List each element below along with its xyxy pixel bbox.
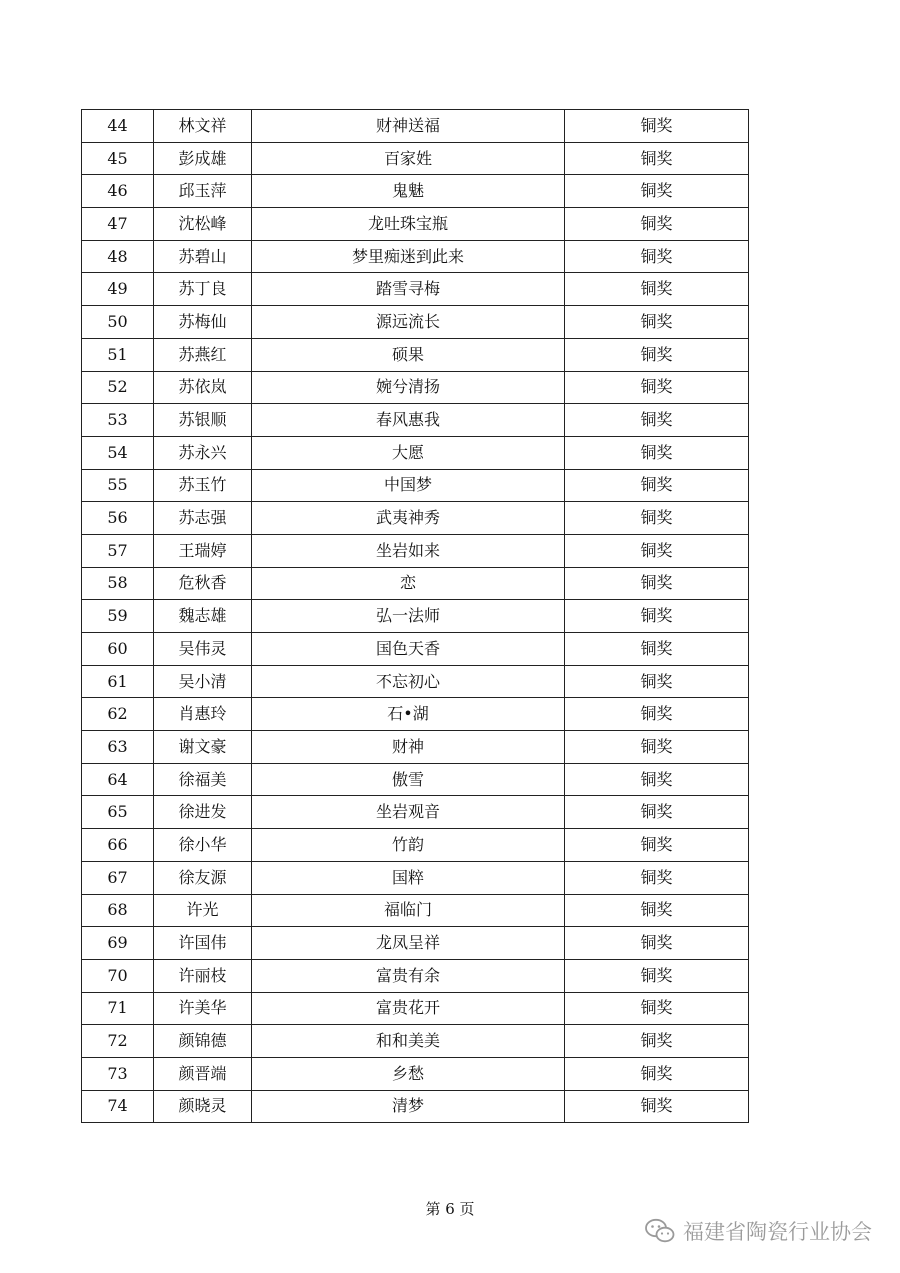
- table-row: [82, 306, 749, 339]
- table-row: [82, 698, 749, 731]
- award-cell: 铜奖: [565, 567, 749, 600]
- row-number-cell: 72: [82, 1025, 154, 1058]
- table-row: [82, 992, 749, 1025]
- row-number-cell: 51: [82, 338, 154, 371]
- name-cell: 苏永兴: [154, 436, 252, 469]
- table-row: [82, 273, 749, 306]
- name-cell: 颜锦德: [154, 1025, 252, 1058]
- row-number-cell: 66: [82, 829, 154, 862]
- table-row: [82, 927, 749, 960]
- name-cell: 徐福美: [154, 763, 252, 796]
- table-row: [82, 894, 749, 927]
- award-cell: 铜奖: [565, 404, 749, 437]
- award-cell: 铜奖: [565, 665, 749, 698]
- work-title-cell: 鬼魅: [252, 175, 565, 208]
- work-title-cell: 恋: [252, 567, 565, 600]
- work-title-cell: 硕果: [252, 338, 565, 371]
- award-cell: 铜奖: [565, 698, 749, 731]
- name-cell: 苏玉竹: [154, 469, 252, 502]
- table-row: [82, 796, 749, 829]
- award-cell: 铜奖: [565, 534, 749, 567]
- row-number-cell: 50: [82, 306, 154, 339]
- row-number-cell: 69: [82, 927, 154, 960]
- name-cell: 邱玉萍: [154, 175, 252, 208]
- work-title-cell: 弘一法师: [252, 600, 565, 633]
- work-title-cell: 财神: [252, 731, 565, 764]
- row-number-cell: 46: [82, 175, 154, 208]
- award-cell: 铜奖: [565, 142, 749, 175]
- table-row: [82, 240, 749, 273]
- work-title-cell: 国色天香: [252, 633, 565, 666]
- table-row: [82, 469, 749, 502]
- award-cell: 铜奖: [565, 502, 749, 535]
- work-title-cell: 财神送福: [252, 110, 565, 143]
- row-number-cell: 71: [82, 992, 154, 1025]
- row-number-cell: 64: [82, 763, 154, 796]
- award-cell: 铜奖: [565, 1057, 749, 1090]
- name-cell: 徐小华: [154, 829, 252, 862]
- row-number-cell: 44: [82, 110, 154, 143]
- work-title-cell: 坐岩观音: [252, 796, 565, 829]
- name-cell: 许国伟: [154, 927, 252, 960]
- work-title-cell: 国粹: [252, 861, 565, 894]
- table-row: [82, 1057, 749, 1090]
- row-number-cell: 67: [82, 861, 154, 894]
- work-title-cell: 龙凤呈祥: [252, 927, 565, 960]
- table-row: [82, 959, 749, 992]
- name-cell: 林文祥: [154, 110, 252, 143]
- name-cell: 彭成雄: [154, 142, 252, 175]
- award-cell: 铜奖: [565, 273, 749, 306]
- work-title-cell: 梦里痴迷到此来: [252, 240, 565, 273]
- award-cell: 铜奖: [565, 731, 749, 764]
- row-number-cell: 56: [82, 502, 154, 535]
- name-cell: 许美华: [154, 992, 252, 1025]
- work-title-cell: 中国梦: [252, 469, 565, 502]
- work-title-cell: 百家姓: [252, 142, 565, 175]
- work-title-cell: 和和美美: [252, 1025, 565, 1058]
- row-number-cell: 62: [82, 698, 154, 731]
- page-number: 第 6 页: [425, 1200, 475, 1218]
- row-number-cell: 73: [82, 1057, 154, 1090]
- work-title-cell: 傲雪: [252, 763, 565, 796]
- name-cell: 徐进发: [154, 796, 252, 829]
- work-title-cell: 富贵花开: [252, 992, 565, 1025]
- table-row: [82, 175, 749, 208]
- work-title-cell: 武夷神秀: [252, 502, 565, 535]
- table-row: [82, 338, 749, 371]
- name-cell: 谢文豪: [154, 731, 252, 764]
- row-number-cell: 61: [82, 665, 154, 698]
- table-row: [82, 600, 749, 633]
- row-number-cell: 57: [82, 534, 154, 567]
- work-title-cell: 婉兮清扬: [252, 371, 565, 404]
- row-number-cell: 45: [82, 142, 154, 175]
- award-cell: 铜奖: [565, 175, 749, 208]
- table-row: [82, 208, 749, 241]
- award-cell: 铜奖: [565, 861, 749, 894]
- award-cell: 铜奖: [565, 600, 749, 633]
- work-title-cell: 坐岩如来: [252, 534, 565, 567]
- row-number-cell: 59: [82, 600, 154, 633]
- watermark-text: 福建省陶瓷行业协会: [683, 1220, 872, 1244]
- name-cell: 苏丁良: [154, 273, 252, 306]
- row-number-cell: 47: [82, 208, 154, 241]
- row-number-cell: 60: [82, 633, 154, 666]
- name-cell: 苏志强: [154, 502, 252, 535]
- row-number-cell: 65: [82, 796, 154, 829]
- name-cell: 吴伟灵: [154, 633, 252, 666]
- award-cell: 铜奖: [565, 763, 749, 796]
- table-row: [82, 665, 749, 698]
- row-number-cell: 70: [82, 959, 154, 992]
- award-table-body: [82, 110, 749, 1123]
- table-row: [82, 1090, 749, 1123]
- name-cell: 苏银顺: [154, 404, 252, 437]
- table-row: [82, 731, 749, 764]
- row-number-cell: 48: [82, 240, 154, 273]
- table-row: [82, 861, 749, 894]
- name-cell: 沈松峰: [154, 208, 252, 241]
- name-cell: 许光: [154, 894, 252, 927]
- award-cell: 铜奖: [565, 633, 749, 666]
- award-cell: 铜奖: [565, 338, 749, 371]
- row-number-cell: 58: [82, 567, 154, 600]
- row-number-cell: 54: [82, 436, 154, 469]
- work-title-cell: 春风惠我: [252, 404, 565, 437]
- award-cell: 铜奖: [565, 927, 749, 960]
- table-row: [82, 1025, 749, 1058]
- work-title-cell: 踏雪寻梅: [252, 273, 565, 306]
- name-cell: 吴小清: [154, 665, 252, 698]
- table-row: [82, 763, 749, 796]
- work-title-cell: 石•湖: [252, 698, 565, 731]
- table-row: [82, 633, 749, 666]
- award-cell: 铜奖: [565, 992, 749, 1025]
- row-number-cell: 68: [82, 894, 154, 927]
- award-cell: 铜奖: [565, 469, 749, 502]
- award-cell: 铜奖: [565, 240, 749, 273]
- table-row: [82, 567, 749, 600]
- name-cell: 魏志雄: [154, 600, 252, 633]
- award-cell: 铜奖: [565, 959, 749, 992]
- name-cell: 苏碧山: [154, 240, 252, 273]
- work-title-cell: 清梦: [252, 1090, 565, 1123]
- watermark: [645, 1216, 872, 1246]
- table-row: [82, 436, 749, 469]
- name-cell: 苏梅仙: [154, 306, 252, 339]
- work-title-cell: 乡愁: [252, 1057, 565, 1090]
- table-row: [82, 142, 749, 175]
- name-cell: 王瑞婷: [154, 534, 252, 567]
- name-cell: 颜晓灵: [154, 1090, 252, 1123]
- award-cell: 铜奖: [565, 110, 749, 143]
- name-cell: 许丽枝: [154, 959, 252, 992]
- award-cell: 铜奖: [565, 306, 749, 339]
- row-number-cell: 74: [82, 1090, 154, 1123]
- award-table: [81, 109, 749, 1123]
- award-cell: 铜奖: [565, 436, 749, 469]
- award-cell: 铜奖: [565, 1025, 749, 1058]
- row-number-cell: 55: [82, 469, 154, 502]
- award-cell: 铜奖: [565, 1090, 749, 1123]
- work-title-cell: 源远流长: [252, 306, 565, 339]
- table-row: [82, 110, 749, 143]
- work-title-cell: 龙吐珠宝瓶: [252, 208, 565, 241]
- table-row: [82, 371, 749, 404]
- table-row: [82, 502, 749, 535]
- work-title-cell: 福临门: [252, 894, 565, 927]
- row-number-cell: 49: [82, 273, 154, 306]
- work-title-cell: 不忘初心: [252, 665, 565, 698]
- row-number-cell: 52: [82, 371, 154, 404]
- award-cell: 铜奖: [565, 796, 749, 829]
- award-cell: 铜奖: [565, 894, 749, 927]
- row-number-cell: 63: [82, 731, 154, 764]
- name-cell: 徐友源: [154, 861, 252, 894]
- work-title-cell: 富贵有余: [252, 959, 565, 992]
- award-cell: 铜奖: [565, 371, 749, 404]
- work-title-cell: 竹韵: [252, 829, 565, 862]
- name-cell: 苏依岚: [154, 371, 252, 404]
- award-cell: 铜奖: [565, 829, 749, 862]
- name-cell: 颜晋端: [154, 1057, 252, 1090]
- table-row: [82, 404, 749, 437]
- name-cell: 肖惠玲: [154, 698, 252, 731]
- work-title-cell: 大愿: [252, 436, 565, 469]
- table-row: [82, 829, 749, 862]
- award-cell: 铜奖: [565, 208, 749, 241]
- row-number-cell: 53: [82, 404, 154, 437]
- wechat-icon: [645, 1218, 675, 1244]
- name-cell: 危秋香: [154, 567, 252, 600]
- table-row: [82, 534, 749, 567]
- name-cell: 苏燕红: [154, 338, 252, 371]
